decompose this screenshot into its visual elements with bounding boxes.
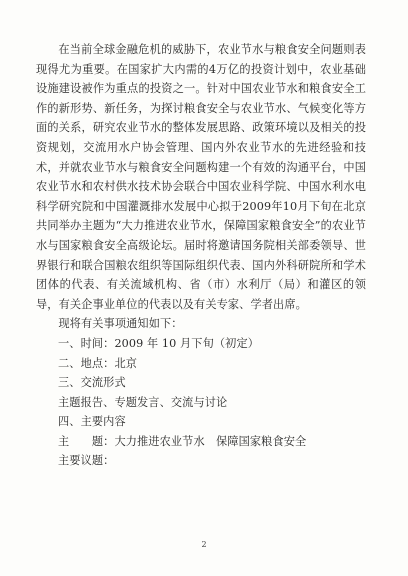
item-exchange-format-detail: 主题报告、专题发言、交流与讨论 [58,395,228,409]
notice-intro: 现将有关事项通知如下： [58,317,183,331]
item-exchange-format: 三、交流形式 [58,376,126,390]
item-time: 一、时间：2009 年 10 月下旬（初定） [58,336,260,350]
item-location: 二、地点：北京 [58,356,138,370]
item-theme: 主 题：大力推进农业节水 保障国家粮食安全 [58,434,307,448]
document-body [36,40,366,471]
page-number: 2 [201,540,207,549]
item-main-topics: 主要议题： [58,454,115,468]
item-main-content: 四、主要内容 [58,415,126,429]
intro-paragraph: 在当前全球金融危机的威胁下，农业节水与粮食安全问题则表现得尤为重要。在国家扩大内需的4万亿的投资计划中，农业基础设施建设被作为重点的投资之一。针对中国农业节水和粮食安全工作的新形势、新任务，为探讨粮食安全与农业节水、气候变化等方面的关系，研究农业节水的整体发展思路、政策环境以及相关的投资规划，交流用水户协会管理、国内外农业节水的先进经验和技术，并就农业节水与粮食安全问题构建一个有效的沟通平台，中国农业节水和农村供水技术协会联合中国农业科学院、中国水利水电科学研究院和中国灌溉排水发展中心拟于2009年10月下旬在北京共同举办主题为“大力推进农业节水，保障国家粮食安全”的农业节水与国家粮食安全高级论坛。届时将邀请国务院相关部委领导、世界银行和联合国粮农组织等国际组织代表、国内外科研院所和学术团体的代表、有关流域机构、省（市）水利厅（局）和灌区的领导，有关企事业单位的代表以及有关专家、学者出席。 [36,43,366,311]
